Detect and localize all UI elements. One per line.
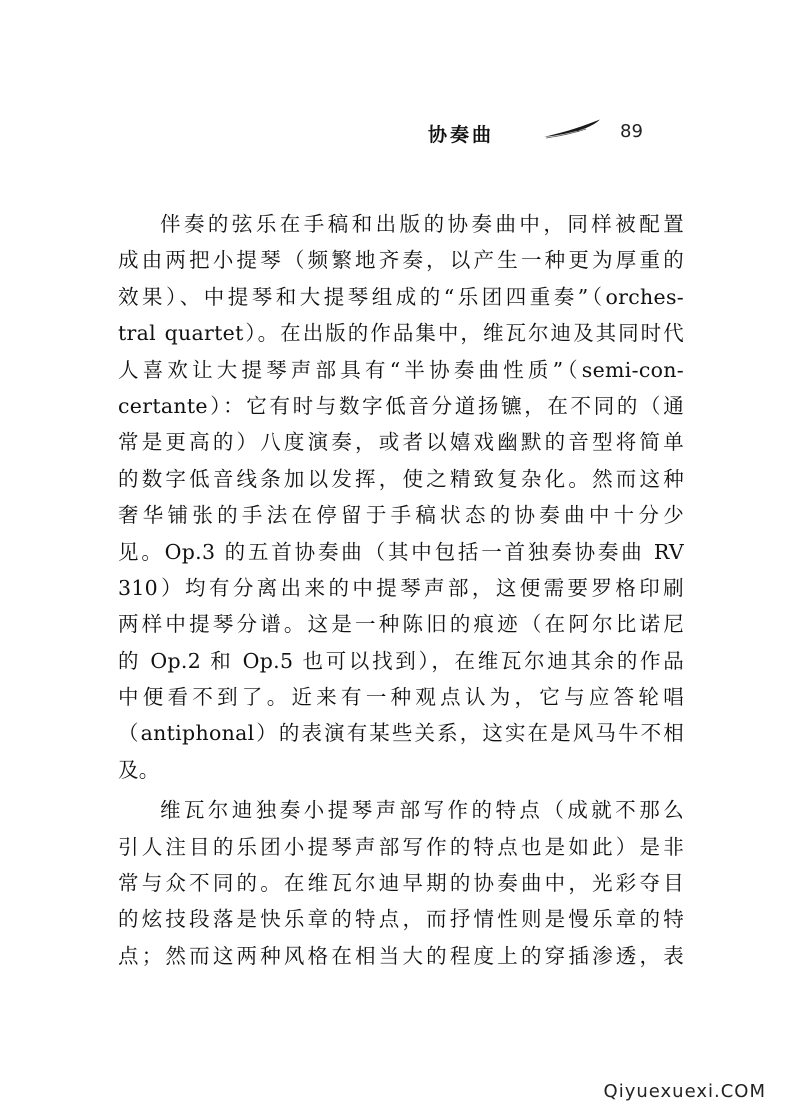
text-line: 及。	[118, 757, 160, 782]
text-line: 常是更高的）八度演奏，或者以嬉戏幽默的音型将简单	[118, 430, 684, 455]
text-line: 中便看不到了。近来有一种观点认为，它与应答轮唱	[118, 685, 684, 710]
running-header-title: 协奏曲	[428, 124, 495, 146]
text-line: 两样中提琴分谱。这是一种陈旧的痕迹（在阿尔比诺尼	[118, 612, 684, 637]
text-line: 人喜欢让大提琴声部具有“半协奏曲性质”（semi-con-	[118, 357, 684, 382]
text-line: 引人注目的乐团小提琴声部写作的特点也是如此）是非	[118, 834, 684, 859]
site-watermark: Qiyuexuexi.COM	[603, 1081, 766, 1102]
text-line: 310）均有分离出来的中提琴声部，这便需要罗格印刷	[118, 575, 684, 600]
text-line: 的 Op.2 和 Op.5 也可以找到），在维瓦尔迪其余的作品	[118, 648, 684, 673]
text-line: 成由两把小提琴（频繁地齐奏，以产生一种更为厚重的	[118, 248, 684, 273]
quill-ornament-icon	[542, 118, 604, 140]
text-line: 的炫技段落是快乐章的特点，而抒情性则是慢乐章的特	[118, 907, 684, 932]
text-line: 常与众不同的。在维瓦尔迪早期的协奏曲中，光彩夺目	[118, 871, 684, 896]
text-line: 的数字低音线条加以发挥，使之精致复杂化。然而这种	[118, 466, 684, 491]
running-header	[420, 116, 680, 150]
text-line: certante）：它有时与数字低音分道扬镳，在不同的（通	[118, 393, 684, 418]
paragraph-1	[118, 206, 684, 788]
page-number: 89	[620, 121, 643, 142]
text-line: tral quartet）。在出版的作品集中，维瓦尔迪及其同时代	[118, 321, 684, 346]
text-line: 维瓦尔迪独奏小提琴声部写作的特点（成就不那么	[160, 798, 684, 823]
text-line: 效果）、中提琴和大提琴组成的“乐团四重奏”（orches-	[118, 284, 684, 309]
body-text	[118, 206, 684, 974]
text-line: 伴奏的弦乐在手稿和出版的协奏曲中，同样被配置	[160, 212, 684, 236]
paragraph-2	[118, 792, 684, 974]
text-line: 点；然而这两种风格在相当大的程度上的穿插渗透，表	[118, 943, 684, 968]
text-line: 奢华铺张的手法在停留于手稿状态的协奏曲中十分少	[118, 503, 684, 528]
text-line: 见。Op.3 的五首协奏曲（其中包括一首独奏协奏曲 RV	[118, 539, 684, 564]
text-line: （antiphonal）的表演有某些关系，这实在是风马牛不相	[118, 721, 684, 746]
